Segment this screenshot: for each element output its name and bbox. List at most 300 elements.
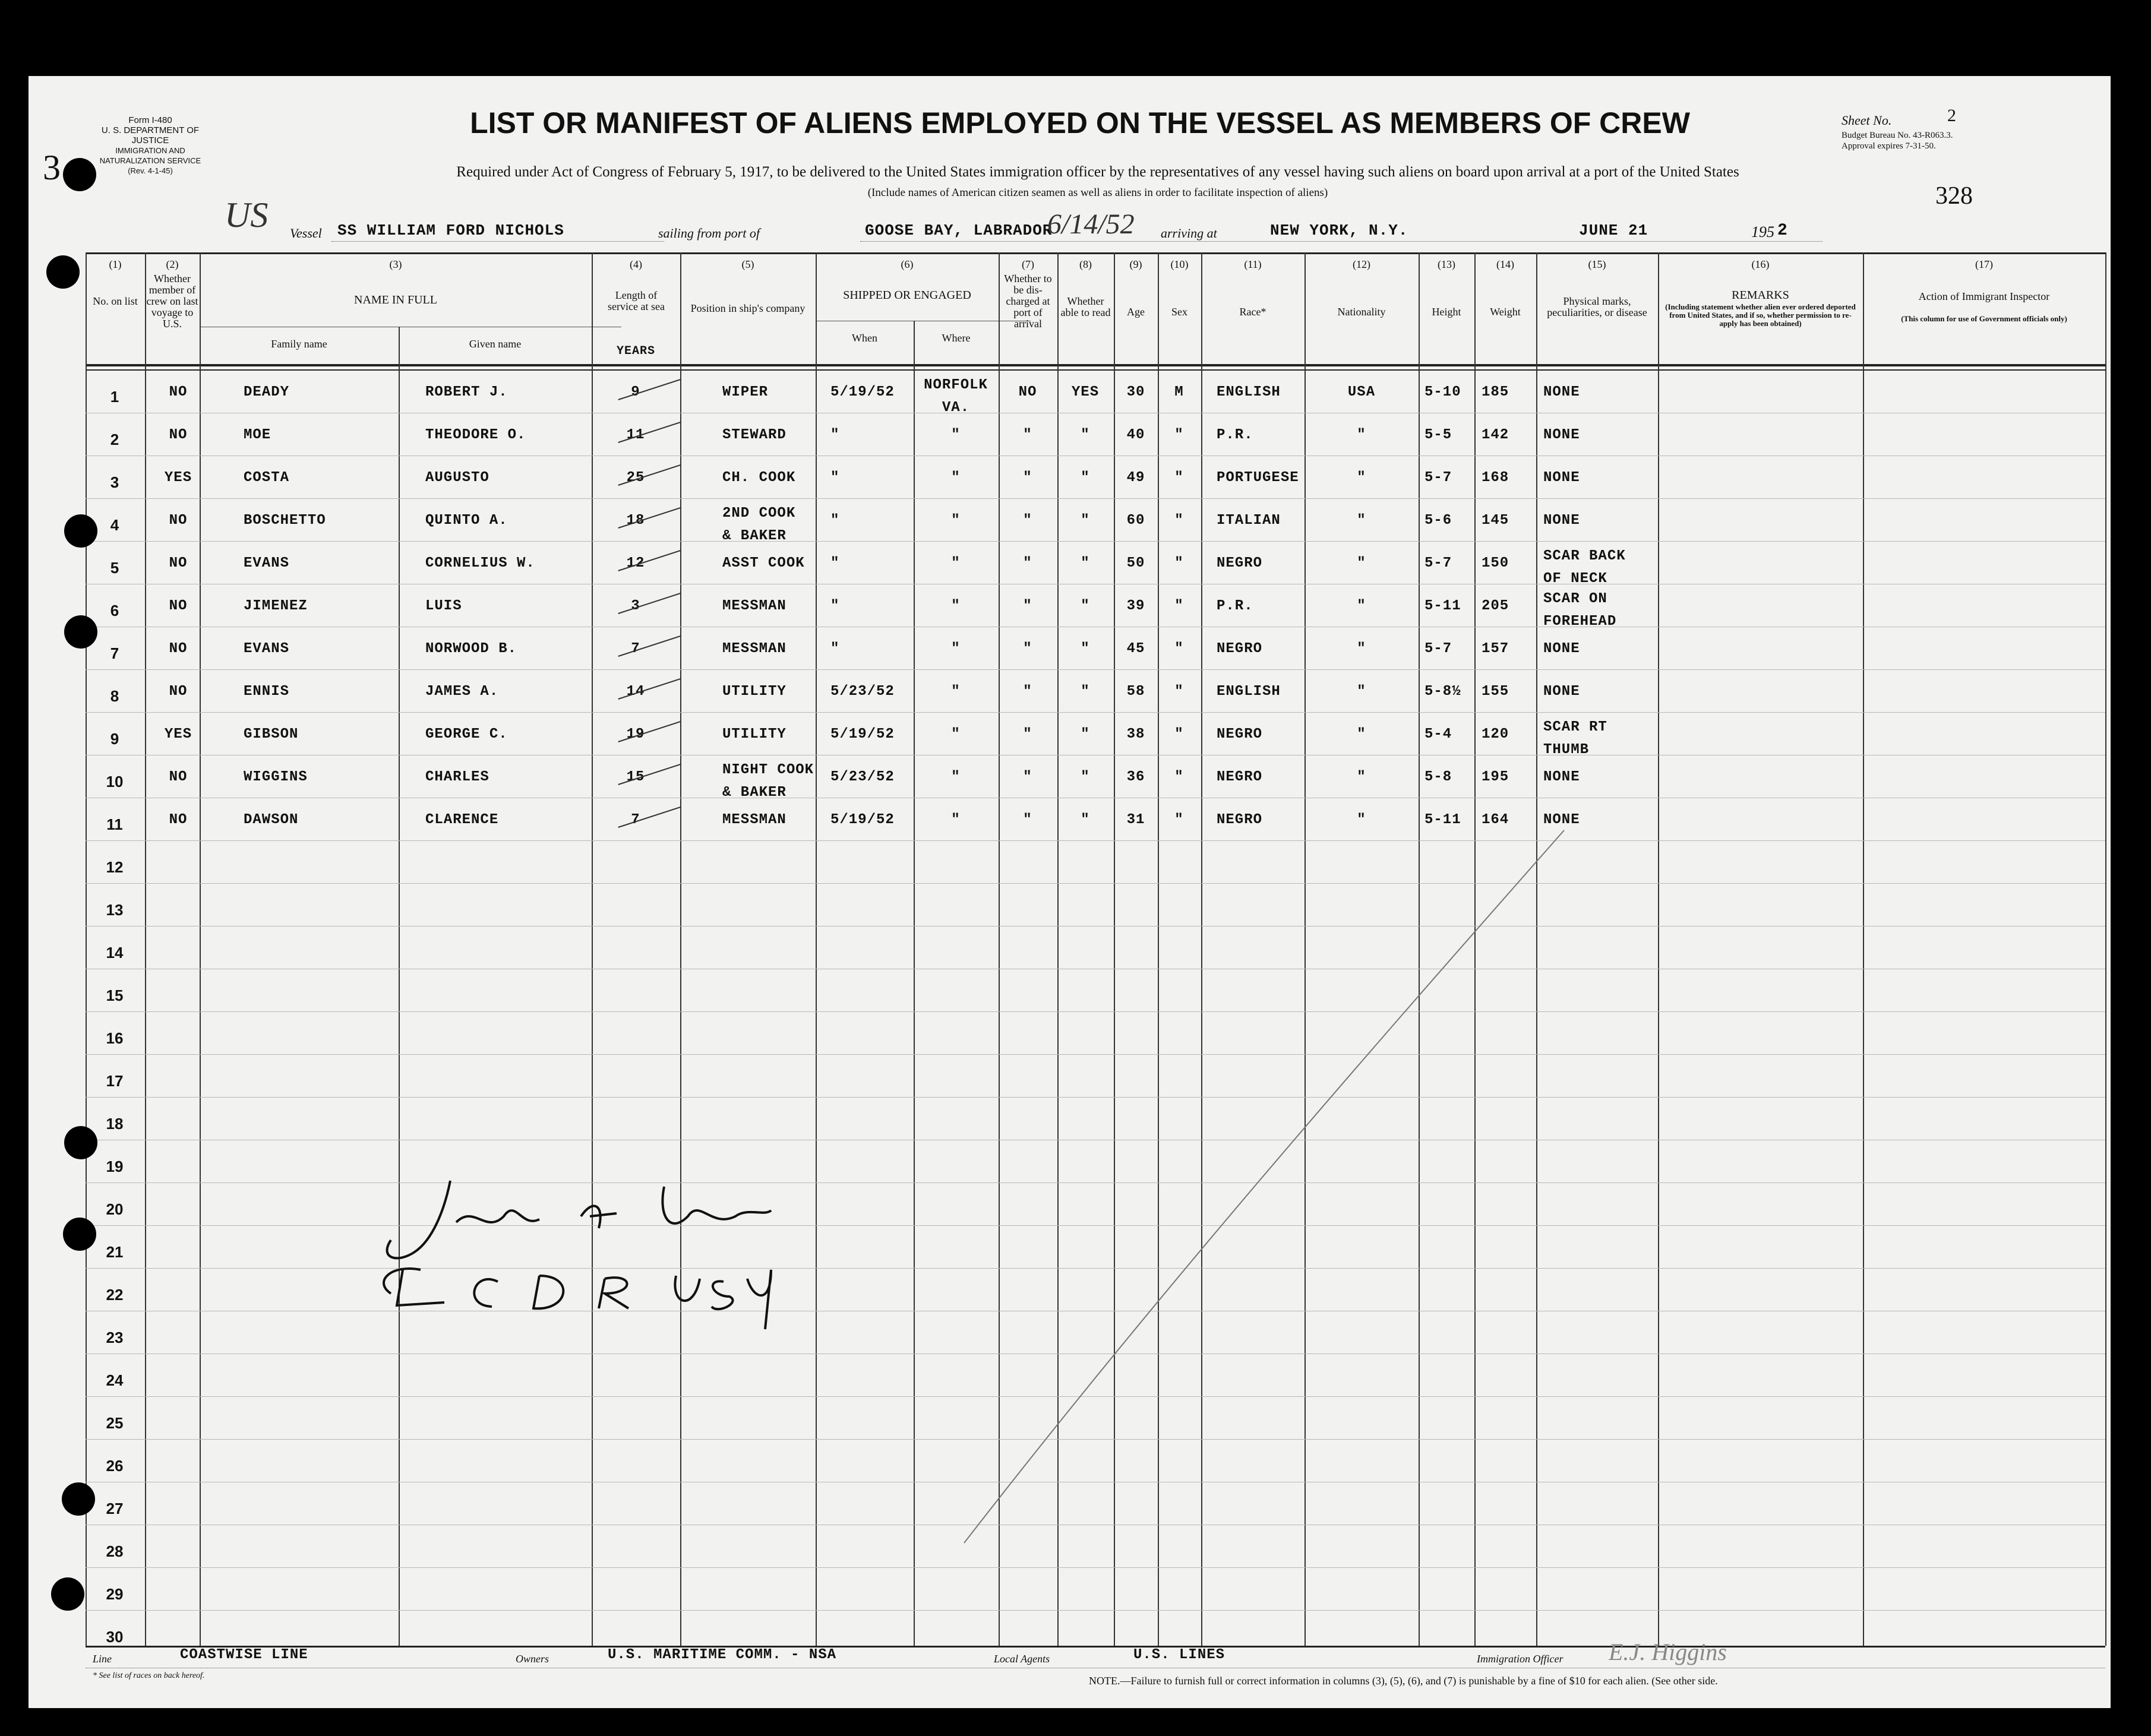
cell-weight: 157 — [1482, 641, 1509, 657]
cell-family-name: ENNIS — [244, 684, 290, 700]
col-header-given-name: Given name — [469, 338, 522, 350]
col-header-race: Race* — [1239, 306, 1266, 318]
cell-age: 30 — [1126, 384, 1145, 400]
cell-physical-marks: SCAR RT — [1543, 719, 1607, 735]
cell-position: MESSMAN — [722, 598, 787, 614]
col-header-physical-marks: Physical marks, peculiarities, or disease — [1547, 295, 1647, 318]
form-subtitle: Required under Act of Congress of February 5, 1917, to be delivered to the United States immigration officer by the representatives of any vessel having such aliens on board upon arrival at a port of the United States — [456, 164, 1739, 180]
cell-discharged: " — [1023, 598, 1032, 614]
col-header-inspector: Action of Immigrant Inspector — [1918, 290, 2050, 302]
cell-shipped-where: " — [951, 726, 961, 742]
signature — [355, 1151, 783, 1353]
cell-discharged: " — [1023, 684, 1032, 700]
cell-height: 5-8 — [1424, 769, 1452, 785]
cell-nationality: " — [1357, 641, 1366, 657]
col-header-read: Whether able to read — [1060, 295, 1111, 318]
cell-discharged: " — [1023, 470, 1032, 486]
cell-given-name: QUINTO A. — [425, 513, 508, 529]
cell-race: NEGRO — [1217, 769, 1263, 785]
col14-number: (14) — [1496, 258, 1514, 270]
row-number: 22 — [106, 1286, 124, 1304]
cell-shipped-when: " — [830, 470, 840, 486]
cell-position: UTILITY — [722, 726, 787, 742]
cell-nationality: " — [1357, 726, 1366, 742]
cell-position-line-2: & BAKER — [722, 528, 787, 544]
cell-previous-voyage: NO — [169, 513, 188, 529]
cell-previous-voyage: YES — [164, 726, 192, 742]
col12-number: (12) — [1353, 258, 1370, 270]
row-number: 23 — [106, 1329, 124, 1346]
row-number: 6 — [110, 602, 119, 619]
cell-nationality: " — [1357, 513, 1366, 529]
revision: (Rev. 4-1-45) — [128, 166, 173, 175]
cell-previous-voyage: NO — [169, 555, 188, 571]
cell-sex: M — [1174, 384, 1184, 400]
form-number: Form I-480 — [128, 115, 172, 125]
row-number: 12 — [106, 858, 124, 876]
cell-nationality: " — [1357, 427, 1366, 443]
cell-race: NEGRO — [1217, 812, 1263, 828]
cell-service-years: 25 — [626, 470, 645, 486]
cell-given-name: NORWOOD B. — [425, 641, 517, 657]
row-number: 25 — [106, 1414, 124, 1432]
cell-physical-marks-line-2: THUMB — [1543, 742, 1590, 758]
cell-shipped-where: " — [951, 427, 961, 443]
col7-number: (7) — [1022, 258, 1034, 270]
col2-number: (2) — [166, 258, 179, 270]
cell-weight: 145 — [1482, 513, 1509, 529]
cell-able-to-read: " — [1081, 427, 1090, 443]
cell-service-years: 15 — [626, 769, 645, 785]
cell-discharged: " — [1023, 726, 1032, 742]
budget-bureau: Budget Bureau No. 43-R063.3. — [1842, 131, 1953, 140]
row-number: 9 — [110, 730, 119, 748]
cell-shipped-when: " — [830, 641, 840, 657]
cell-able-to-read: " — [1081, 812, 1090, 828]
row-number: 8 — [110, 687, 119, 705]
col15-number: (15) — [1588, 258, 1606, 270]
cell-family-name: MOE — [244, 427, 271, 443]
owners-label: Owners — [516, 1653, 549, 1665]
cell-shipped-when: " — [830, 427, 840, 443]
row-number: 21 — [106, 1243, 124, 1261]
cell-race: ENGLISH — [1217, 684, 1281, 700]
cell-height: 5-7 — [1424, 470, 1452, 486]
cell-position: WIPER — [722, 384, 769, 400]
cell-previous-voyage: YES — [164, 470, 192, 486]
col13-number: (13) — [1438, 258, 1455, 270]
cell-physical-marks: NONE — [1543, 513, 1580, 529]
col5-number: (5) — [741, 258, 754, 270]
department: U. S. DEPARTMENT OF JUSTICE — [101, 125, 200, 146]
sailing-label: sailing from port of — [658, 226, 760, 241]
cell-family-name: BOSCHETTO — [244, 513, 326, 529]
sheet-label: Sheet No. — [1842, 113, 1892, 128]
col-header-shipped: SHIPPED OR ENGAGED — [843, 289, 971, 302]
col8-number: (8) — [1079, 258, 1092, 270]
cell-shipped-where: " — [951, 769, 961, 785]
row-number: 17 — [106, 1072, 124, 1090]
cell-physical-marks: SCAR BACK — [1543, 548, 1626, 564]
col16-number: (16) — [1751, 258, 1770, 270]
cell-given-name: CLARENCE — [425, 812, 499, 828]
col-header-service-length: Length of service at sea — [608, 289, 665, 312]
agents-label: Local Agents — [994, 1653, 1050, 1665]
cell-able-to-read: " — [1081, 513, 1090, 529]
cell-weight: 164 — [1482, 812, 1509, 828]
cell-physical-marks-line-2: OF NECK — [1543, 571, 1607, 587]
cell-race: NEGRO — [1217, 555, 1263, 571]
cell-service-years: 14 — [626, 684, 645, 700]
cell-race: ITALIAN — [1217, 513, 1281, 529]
cell-age: 45 — [1126, 641, 1145, 657]
cell-family-name: WIGGINS — [244, 769, 308, 785]
races-note: * See list of races on back hereof. — [93, 1671, 205, 1680]
cell-able-to-read: " — [1081, 641, 1090, 657]
punch-hole — [64, 514, 97, 548]
form-subtitle-2: (Include names of American citizen seamen as well as aliens in order to facilitate inspection of aliens) — [867, 186, 1328, 199]
line-label: Line — [93, 1653, 112, 1665]
punch-hole — [51, 1577, 84, 1611]
punch-hole — [46, 255, 80, 289]
cell-shipped-when: " — [830, 598, 840, 614]
cell-sex: " — [1174, 427, 1184, 443]
cell-age: 49 — [1126, 470, 1145, 486]
cell-position: UTILITY — [722, 684, 787, 700]
punch-hole — [64, 615, 97, 649]
cell-position: ASST COOK — [722, 555, 805, 571]
cell-height: 5-10 — [1424, 384, 1461, 400]
manifest-sheet — [29, 76, 2111, 1708]
service: IMMIGRATION AND NATURALIZATION SERVICE — [99, 146, 201, 165]
cell-race: P.R. — [1217, 427, 1253, 443]
page-number: 328 — [1935, 182, 1973, 210]
col-header-remarks-note: (Including statement whether alien ever ordered deported from United States, and if so, whether permission to re-apply has been obtained) — [1665, 302, 1856, 328]
vessel-label: Vessel — [290, 226, 322, 241]
cell-discharged: " — [1023, 769, 1032, 785]
cell-nationality: USA — [1347, 384, 1376, 400]
cell-previous-voyage: NO — [169, 384, 188, 400]
row-number: 1 — [110, 388, 119, 406]
cell-shipped-where: " — [951, 812, 961, 828]
cell-position-line-2: & BAKER — [722, 785, 787, 801]
handwritten-date: 6/14/52 — [1047, 208, 1135, 240]
cell-previous-voyage: NO — [169, 684, 188, 700]
cell-nationality: " — [1357, 470, 1366, 486]
col6-number: (6) — [901, 258, 914, 270]
cell-sex: " — [1174, 598, 1184, 614]
col4-number: (4) — [630, 258, 642, 270]
col-header-previous-voyage: Whether member of crew on last voyage to U.S. — [146, 273, 198, 330]
row-number: 2 — [110, 431, 119, 448]
col-header-position: Position in ship's company — [690, 302, 806, 314]
cell-height: 5-11 — [1424, 598, 1461, 614]
row-number: 28 — [106, 1542, 124, 1560]
officer-signature: E.J. Higgins — [1609, 1639, 1727, 1665]
year-prefix: 195 — [1751, 223, 1774, 241]
officer-label: Immigration Officer — [1477, 1653, 1563, 1665]
row-number: 10 — [106, 773, 124, 790]
owners-name: U.S. MARITIME COMM. - NSA — [608, 1647, 837, 1663]
cell-height: 5-7 — [1424, 555, 1452, 571]
cell-position: NIGHT COOK — [722, 762, 814, 778]
cell-given-name: THEODORE O. — [425, 427, 526, 443]
cell-service-years: 11 — [626, 427, 645, 443]
col-header-weight: Weight — [1490, 306, 1521, 318]
cell-previous-voyage: NO — [169, 427, 188, 443]
cell-age: 31 — [1126, 812, 1145, 828]
cell-weight: 142 — [1482, 427, 1509, 443]
cell-service-years: 7 — [631, 812, 640, 828]
cell-height: 5-5 — [1424, 427, 1452, 443]
row-number: 30 — [106, 1628, 124, 1646]
cell-shipped-where: " — [951, 513, 961, 529]
cell-sex: " — [1174, 555, 1184, 571]
cell-service-years: 19 — [626, 726, 645, 742]
cell-shipped-when: 5/23/52 — [830, 769, 895, 785]
cell-nationality: " — [1357, 769, 1366, 785]
row-number: 7 — [110, 644, 119, 662]
port-of-departure: GOOSE BAY, LABRADOR — [865, 222, 1053, 239]
cell-physical-marks: NONE — [1543, 684, 1580, 700]
col-header-height: Height — [1432, 306, 1461, 318]
cell-shipped-where: " — [951, 555, 961, 571]
cell-family-name: EVANS — [244, 555, 290, 571]
row-number: 26 — [106, 1457, 124, 1475]
col11-number: (11) — [1244, 258, 1262, 270]
col3-number: (3) — [389, 258, 402, 270]
col-header-name: NAME IN FULL — [354, 293, 437, 306]
col-header-remarks: REMARKS — [1732, 289, 1789, 302]
cell-weight: 168 — [1482, 470, 1509, 486]
cell-race: PORTUGESE — [1217, 470, 1299, 486]
cell-shipped-when: 5/19/52 — [830, 384, 895, 400]
cell-able-to-read: " — [1081, 470, 1090, 486]
cell-given-name: CORNELIUS W. — [425, 555, 535, 571]
cell-sex: " — [1174, 726, 1184, 742]
cell-shipped-when: 5/19/52 — [830, 726, 895, 742]
cell-race: NEGRO — [1217, 726, 1263, 742]
cell-physical-marks: SCAR ON — [1543, 591, 1607, 607]
cell-shipped-when: 5/23/52 — [830, 684, 895, 700]
cell-sex: " — [1174, 513, 1184, 529]
cell-sex: " — [1174, 769, 1184, 785]
sheet-number: 2 — [1947, 106, 1956, 125]
cell-age: 58 — [1126, 684, 1145, 700]
cell-given-name: ROBERT J. — [425, 384, 508, 400]
cell-family-name: EVANS — [244, 641, 290, 657]
col-header-family-name: Family name — [271, 338, 327, 350]
cell-physical-marks: NONE — [1543, 641, 1580, 657]
cell-physical-marks-line-2: FOREHEAD — [1543, 614, 1617, 630]
cell-physical-marks: NONE — [1543, 812, 1580, 828]
cell-age: 50 — [1126, 555, 1145, 571]
cell-shipped-when: " — [830, 555, 840, 571]
col-header-when: When — [852, 332, 877, 344]
cell-previous-voyage: NO — [169, 812, 188, 828]
cell-shipped-when: 5/19/52 — [830, 812, 895, 828]
approval-expires: Approval expires 7-31-50. — [1842, 141, 1936, 151]
col-header-where: Where — [942, 332, 971, 344]
row-number: 18 — [106, 1115, 124, 1133]
cell-shipped-when: " — [830, 513, 840, 529]
cell-service-years: 12 — [626, 555, 645, 571]
punch-hole — [63, 1218, 96, 1251]
cell-position: CH. COOK — [722, 470, 796, 486]
col1-number: (1) — [109, 258, 122, 270]
cell-family-name: DAWSON — [244, 812, 299, 828]
cell-shipped-where: " — [951, 470, 961, 486]
cell-position: MESSMAN — [722, 641, 787, 657]
cell-age: 60 — [1126, 513, 1145, 529]
cell-height: 5-4 — [1424, 726, 1452, 742]
col-header-nationality: Nationality — [1337, 306, 1386, 318]
cell-discharged: " — [1023, 812, 1032, 828]
year-suffix: 2 — [1777, 222, 1788, 240]
cell-physical-marks: NONE — [1543, 427, 1580, 443]
cell-weight: 195 — [1482, 769, 1509, 785]
form-title: LIST OR MANIFEST OF ALIENS EMPLOYED ON THE VESSEL AS MEMBERS OF CREW — [470, 106, 1690, 140]
cell-nationality: " — [1357, 684, 1366, 700]
cell-position: 2ND COOK — [722, 505, 796, 521]
left-mark: 3 — [43, 148, 61, 187]
arriving-label: arriving at — [1161, 226, 1217, 241]
arrival-date: JUNE 21 — [1579, 222, 1648, 239]
cell-sex: " — [1174, 641, 1184, 657]
cell-physical-marks: NONE — [1543, 470, 1580, 486]
cell-height: 5-7 — [1424, 641, 1452, 657]
cell-able-to-read: " — [1081, 555, 1090, 571]
col17-number: (17) — [1975, 258, 1993, 270]
cell-shipped-where: " — [951, 598, 961, 614]
cell-discharged: " — [1023, 555, 1032, 571]
row-number: 4 — [110, 516, 119, 534]
cell-family-name: GIBSON — [244, 726, 299, 742]
row-number: 14 — [106, 944, 124, 962]
signature-text — [397, 1240, 405, 1241]
row-number: 15 — [106, 986, 124, 1004]
row-number: 29 — [106, 1585, 124, 1603]
row-number: 13 — [106, 901, 124, 919]
col-header-age: Age — [1127, 306, 1145, 318]
col-header-years: YEARS — [616, 344, 655, 358]
cell-height: 5-11 — [1424, 812, 1461, 828]
cell-age: 36 — [1126, 769, 1145, 785]
row-number: 5 — [110, 559, 119, 577]
cell-shipped-where-line-2: VA. — [942, 400, 970, 416]
cell-race: ENGLISH — [1217, 384, 1281, 400]
cell-service-years: 3 — [631, 598, 640, 614]
col9-number: (9) — [1129, 258, 1142, 270]
cell-previous-voyage: NO — [169, 769, 188, 785]
cell-position: STEWARD — [722, 427, 787, 443]
cell-physical-marks: NONE — [1543, 384, 1580, 400]
cell-weight: 155 — [1482, 684, 1509, 700]
cell-given-name: JAMES A. — [425, 684, 499, 700]
cell-able-to-read: " — [1081, 684, 1090, 700]
cell-previous-voyage: NO — [169, 641, 188, 657]
row-number: 24 — [106, 1371, 124, 1389]
cell-given-name: GEORGE C. — [425, 726, 508, 742]
cell-nationality: " — [1357, 598, 1366, 614]
cell-race: NEGRO — [1217, 641, 1263, 657]
cell-shipped-where: NORFOLK — [924, 377, 988, 393]
cell-sex: " — [1174, 684, 1184, 700]
cell-discharged: " — [1023, 641, 1032, 657]
row-number: 16 — [106, 1029, 124, 1047]
cell-discharged: NO — [1018, 384, 1037, 400]
col-header-discharged: Whether to be dis-charged at port of arrival — [1004, 273, 1052, 330]
cell-position: MESSMAN — [722, 812, 787, 828]
line-name: COASTWISE LINE — [180, 1647, 308, 1663]
cell-able-to-read: " — [1081, 726, 1090, 742]
cell-sex: " — [1174, 470, 1184, 486]
cell-age: 39 — [1126, 598, 1145, 614]
row-number: 11 — [106, 815, 123, 833]
row-number: 20 — [106, 1200, 124, 1218]
col10-number: (10) — [1170, 258, 1189, 270]
cell-given-name: LUIS — [425, 598, 462, 614]
cell-given-name: AUGUSTO — [425, 470, 489, 486]
cell-height: 5-6 — [1424, 513, 1452, 529]
cell-able-to-read: " — [1081, 598, 1090, 614]
cell-shipped-where: " — [951, 684, 961, 700]
cell-family-name: JIMENEZ — [244, 598, 308, 614]
cell-service-years: 7 — [631, 641, 640, 657]
cell-weight: 205 — [1482, 598, 1509, 614]
vessel-name: SS WILLIAM FORD NICHOLS — [337, 222, 564, 239]
col-header-sex: Sex — [1171, 306, 1187, 318]
cell-discharged: " — [1023, 427, 1032, 443]
row-number: 19 — [106, 1158, 124, 1175]
cell-service-years: 9 — [631, 384, 640, 400]
cell-discharged: " — [1023, 513, 1032, 529]
col-header-inspector-note: (This column for use of Government officials only) — [1901, 314, 2067, 323]
row-number: 3 — [110, 473, 119, 491]
punch-hole — [63, 158, 96, 191]
cell-height: 5-8½ — [1424, 684, 1461, 700]
row-number: 27 — [106, 1500, 124, 1517]
cell-previous-voyage: NO — [169, 598, 188, 614]
col-header-number: No. on list — [93, 295, 138, 307]
corner-handwritten-mark: US — [225, 195, 269, 235]
cell-age: 40 — [1126, 427, 1145, 443]
cell-weight: 185 — [1482, 384, 1509, 400]
penalty-note: NOTE.—Failure to furnish full or correct information in columns (3), (5), (6), and (7) is punishable by a fine of $10 for each alien. (See other side. — [1089, 1675, 1718, 1687]
cell-nationality: " — [1357, 812, 1366, 828]
arrival-port: NEW YORK, N.Y. — [1270, 222, 1408, 239]
punch-hole — [64, 1126, 97, 1159]
signature-line-2 — [400, 1240, 404, 1241]
cell-sex: " — [1174, 812, 1184, 828]
cell-physical-marks: NONE — [1543, 769, 1580, 785]
cell-given-name: CHARLES — [425, 769, 489, 785]
cell-able-to-read: " — [1081, 769, 1090, 785]
cell-able-to-read: YES — [1071, 384, 1100, 400]
cell-weight: 150 — [1482, 555, 1509, 571]
punch-hole — [62, 1482, 95, 1516]
cell-family-name: DEADY — [244, 384, 290, 400]
cell-family-name: COSTA — [244, 470, 290, 486]
agents-name: U.S. LINES — [1133, 1647, 1225, 1663]
cell-nationality: " — [1357, 555, 1366, 571]
cell-age: 38 — [1126, 726, 1145, 742]
cell-shipped-where: " — [951, 641, 961, 657]
pencil-strike-line — [29, 76, 2111, 1708]
cell-race: P.R. — [1217, 598, 1253, 614]
cell-service-years: 18 — [626, 513, 645, 529]
cell-weight: 120 — [1482, 726, 1509, 742]
